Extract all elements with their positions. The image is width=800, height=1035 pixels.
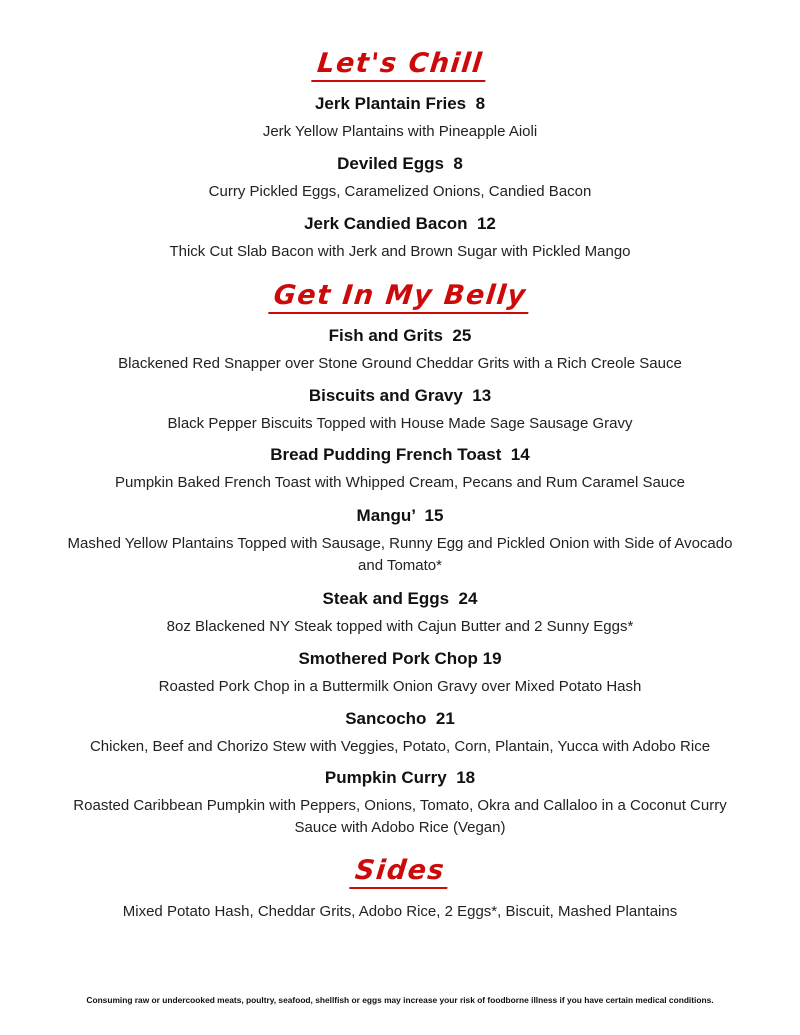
menu-item-description: Roasted Caribbean Pumpkin with Peppers, Onions, Tomato, Okra and Callaloo in a Coconut Curry Sauce with Adobo Rice (Vegan) [73, 797, 727, 836]
menu-item [20, 385, 780, 435]
menu-item [20, 505, 780, 577]
menu-item [20, 444, 780, 494]
section-title-sides: Sides [0, 855, 800, 889]
menu-item-title: Mangu’ 15 [356, 506, 444, 525]
menu-item-title: Sancocho 21 [345, 709, 455, 728]
menu-item-description: Jerk Yellow Plantains with Pineapple Aioli [262, 123, 538, 140]
section-title-lets-chill: Let's Chill [0, 48, 800, 82]
menu-item-title: Biscuits and Gravy 13 [308, 386, 492, 405]
menu-item-title: Jerk Plantain Fries 8 [314, 94, 486, 113]
menu-item [20, 213, 780, 263]
menu-item [20, 588, 780, 638]
menu-item-title: Smothered Pork Chop 19 [298, 649, 502, 668]
menu-item-description: Thick Cut Slab Bacon with Jerk and Brown Sugar with Pickled Mango [169, 243, 631, 260]
menu-item-description: Blackened Red Snapper over Stone Ground Cheddar Grits with a Rich Creole Sauce [118, 355, 682, 372]
foodborne-illness-disclaimer: Consuming raw or undercooked meats, poultry, seafood, shellfish or eggs may increase your risk of foodborne illness if you have certain medical conditions. [86, 995, 714, 1005]
menu-item [20, 648, 780, 698]
menu-item [20, 93, 780, 143]
menu-item-description: 8oz Blackened NY Steak topped with Cajun Butter and 2 Sunny Eggs* [166, 618, 634, 635]
menu-item-description: Black Pepper Biscuits Topped with House Made Sage Sausage Gravy [167, 415, 633, 432]
menu-item [20, 153, 780, 203]
menu-item-title: Steak and Eggs 24 [322, 589, 478, 608]
menu-item-description: Chicken, Beef and Chorizo Stew with Veggies, Potato, Corn, Plantain, Yucca with Adobo Rice [89, 738, 711, 755]
menu-item-title: Jerk Candied Bacon 12 [304, 214, 496, 233]
menu-item-title: Pumpkin Curry 18 [324, 768, 476, 787]
menu-item-description: Pumpkin Baked French Toast with Whipped Cream, Pecans and Rum Caramel Sauce [115, 474, 685, 491]
menu-item-title: Bread Pudding French Toast 14 [270, 445, 530, 464]
menu-item-title: Deviled Eggs 8 [337, 154, 463, 173]
menu-item [20, 325, 780, 375]
sides-list: Mixed Potato Hash, Cheddar Grits, Adobo Rice, 2 Eggs*, Biscuit, Mashed Plantains [122, 903, 678, 920]
menu-item-title: Fish and Grits 25 [328, 326, 472, 345]
menu-item [20, 767, 780, 839]
menu-item-description: Curry Pickled Eggs, Caramelized Onions, Candied Bacon [208, 183, 592, 200]
section-title-get-in-my-belly: Get In My Belly [0, 280, 800, 314]
menu-item-description: Roasted Pork Chop in a Buttermilk Onion Gravy over Mixed Potato Hash [158, 678, 642, 695]
menu-item [20, 708, 780, 758]
menu-item-description: Mashed Yellow Plantains Topped with Sausage, Runny Egg and Pickled Onion with Side of Avocado and Tomato* [67, 535, 733, 574]
